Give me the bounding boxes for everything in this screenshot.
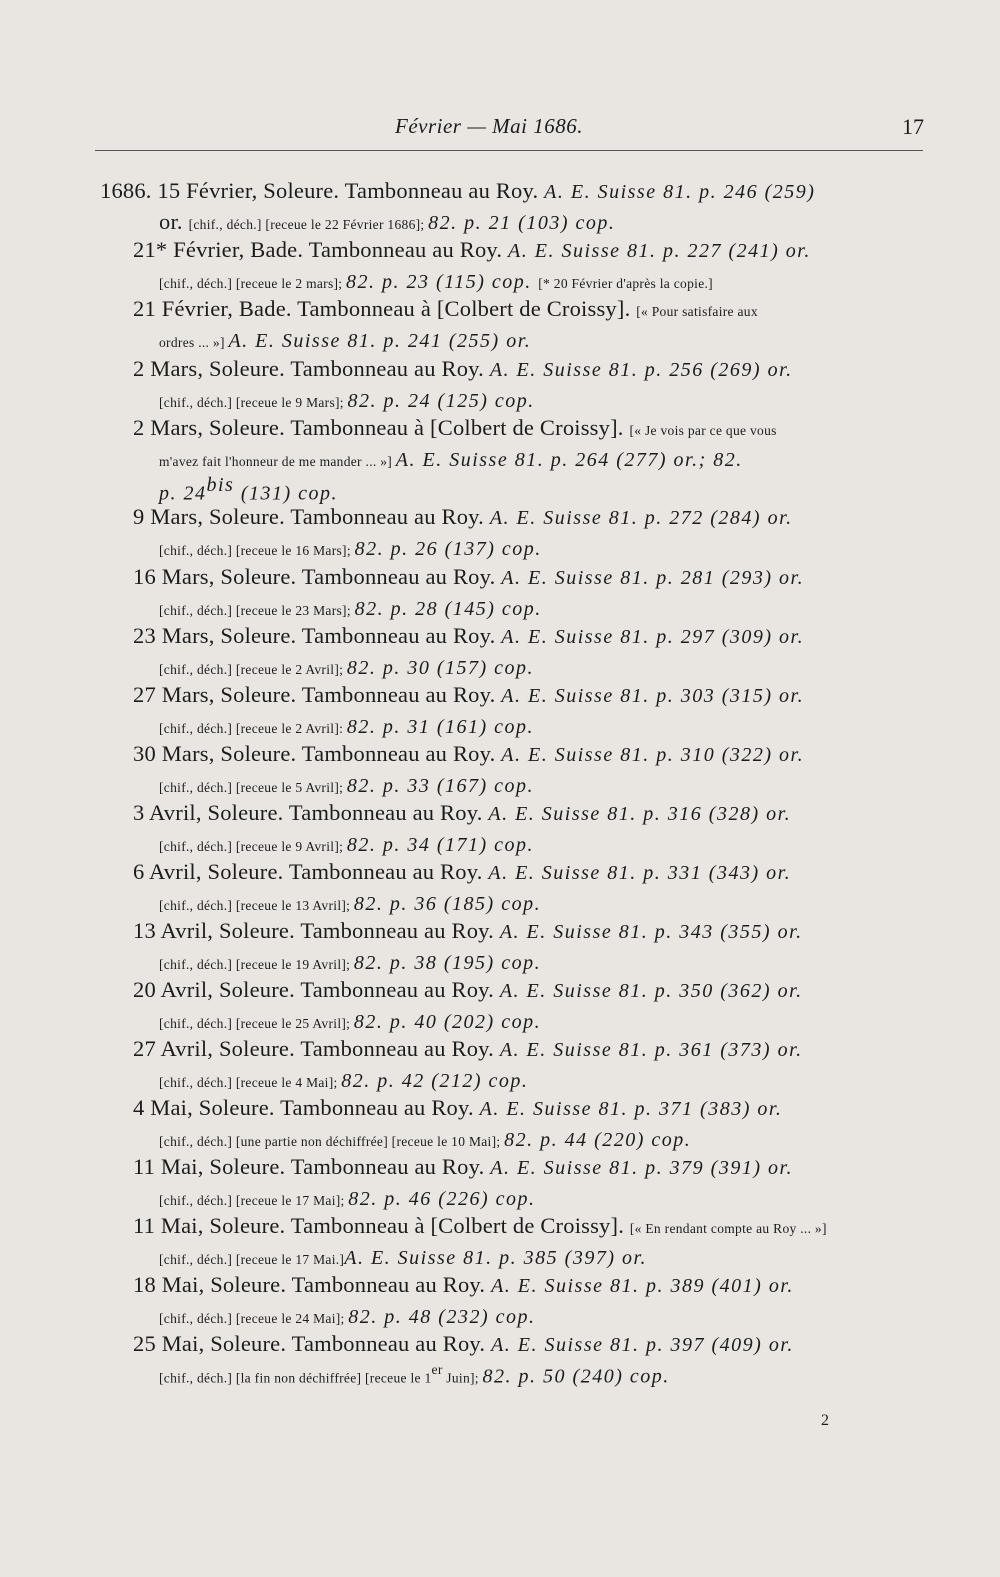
archive-reference: 82. p. 26 (137) cop. (354, 538, 542, 560)
archive-reference: A. E. Suisse 81. p. 350 (362) or. (499, 980, 803, 1002)
archive-note: [chif., déch.] [receue le 13 Avril]; (159, 898, 354, 913)
archive-reference: 82. p. 50 (240) cop. (482, 1365, 670, 1388)
archive-note: [chif., déch.] [receue le 2 Avril]: (159, 721, 347, 736)
archive-reference: 82. p. 30 (157) cop. (346, 657, 535, 679)
entry-line (159, 772, 534, 798)
entry-line (159, 209, 615, 235)
entry-text: 21* Février, Bade. Tambonneau au Roy. (133, 237, 509, 262)
entry-line (133, 1095, 782, 1121)
archive-reference: 82. p. 48 (232) cop. (348, 1306, 536, 1328)
entry-text: 21 Février, Bade. Tambonneau à [Colbert de Croissy]. (133, 296, 637, 321)
archive-note: [chif., déch.] [receue le 23 Mars]; (159, 603, 355, 618)
entry-line (133, 859, 791, 885)
archive-reference: p. 24 (159, 482, 207, 505)
archive-note: [« En rendant compte au Roy ... »] (629, 1221, 827, 1236)
entry-line (133, 504, 793, 530)
archive-note: [chif., déch.] [receue le 2 Avril]; (159, 662, 347, 677)
archive-note: [chif., déch.] [receue le 2 mars]; (159, 276, 347, 291)
archive-reference: 82. p. 23 (115) cop. (346, 271, 539, 293)
archive-note: [chif., déch.] [receue le 24 Mai]; (159, 1311, 349, 1326)
archive-note: [chif., déch.] [receue le 22 Février 1686]; (188, 217, 429, 232)
archive-reference: A. E. Suisse 81. p. 397 (409) or. (491, 1334, 794, 1356)
entry-text: 4 Mai, Soleure. Tambonneau au Roy. (133, 1095, 480, 1120)
entry-text: 18 Mai, Soleure. Tambonneau au Roy. (133, 1272, 492, 1297)
entry-line (133, 296, 758, 322)
archive-note: [« Je vois par ce que vous (629, 423, 777, 438)
archive-reference: 82. p. 24 (125) cop. (347, 390, 535, 412)
archive-note: [chif., déch.] [receue le 9 Mars]; (159, 395, 348, 410)
entry-text: 30 Mars, Soleure. Tambonneau au Roy. (133, 741, 502, 766)
archive-note: [chif., déch.] [receue le 4 Mai]; (159, 1075, 342, 1090)
entry-line (133, 977, 803, 1003)
archive-reference: A. E. Suisse 81. p. 379 (391) or. (490, 1157, 794, 1179)
archive-reference: A. E. Suisse 81. p. 246 (259) (544, 181, 816, 203)
page-number: 17 (902, 114, 924, 139)
archive-reference: (131) cop. (234, 482, 339, 505)
entry-line (159, 890, 541, 916)
entry-line (159, 654, 534, 680)
superscript: er (431, 1362, 443, 1377)
entry-text: 13 Avril, Soleure. Tambonneau au Roy. (133, 918, 500, 943)
archive-reference: A. E. Suisse 81. p. 227 (241) or. (508, 240, 811, 262)
entry-line (133, 1331, 794, 1357)
archive-reference: A. E. Suisse 81. p. 331 (343) or. (488, 862, 792, 884)
archive-reference: 82. p. 36 (185) cop. (353, 893, 542, 915)
archive-reference: A. E. Suisse 81. p. 385 (397) or. (344, 1247, 648, 1269)
archive-note: [chif., déch.] [receue le 17 Mai.] (159, 1252, 345, 1267)
entry-line (133, 800, 791, 826)
archive-reference: 82. p. 44 (220) cop. (504, 1129, 692, 1151)
entry-line (159, 1067, 528, 1093)
archive-note: [* 20 Février d'après la copie.] (538, 276, 713, 291)
entry-line (159, 1244, 647, 1270)
entry-line (159, 474, 338, 506)
archive-reference: A. E. Suisse 81. p. 389 (401) or. (491, 1275, 794, 1297)
archive-note: [chif., déch.] [receue le 25 Avril]; (159, 1016, 354, 1031)
archive-note: [« Pour satisfaire aux (636, 304, 758, 319)
entry-line (133, 415, 777, 441)
entry-line (159, 1303, 536, 1329)
entry-line (159, 1362, 670, 1389)
archive-reference: A. E. Suisse 81. p. 310 (322) or. (501, 744, 805, 766)
header-rule (95, 150, 923, 151)
entry-line (133, 741, 804, 767)
archive-reference: 82. p. 31 (161) cop. (346, 716, 535, 738)
entry-line (159, 446, 743, 472)
archive-reference: 82. p. 38 (195) cop. (353, 952, 542, 974)
archive-reference: A. E. Suisse 81. p. 256 (269) or. (489, 359, 793, 381)
archive-reference: 82. p. 40 (202) cop. (353, 1011, 542, 1033)
archive-reference: A. E. Suisse 81. p. 361 (373) or. (499, 1039, 803, 1061)
archive-reference: A. E. Suisse 81. p. 371 (383) or. (479, 1098, 783, 1120)
archive-note: [chif., déch.] [receue le 16 Mars]; (159, 543, 355, 558)
entry-line (133, 918, 803, 944)
entry-line (159, 949, 541, 975)
archive-note: [chif., déch.] [receue le 19 Avril]; (159, 957, 354, 972)
archive-reference: 82. p. 46 (226) cop. (348, 1188, 536, 1210)
archive-note: ordres ... »] (159, 335, 229, 350)
archive-note: Juin]; (442, 1370, 483, 1386)
entry-line (159, 1008, 541, 1034)
archive-note: [chif., déch.] [receue le 9 Avril]; (159, 839, 347, 854)
entry-line (159, 1126, 691, 1152)
archive-reference: 82. p. 21 (103) cop. (428, 212, 616, 234)
archive-reference: A. E. Suisse 81. p. 316 (328) or. (488, 803, 792, 825)
entry-line (133, 1272, 794, 1298)
entry-line (133, 1154, 793, 1180)
entry-line (133, 356, 793, 382)
entry-text: 11 Mai, Soleure. Tambonneau au Roy. (133, 1154, 491, 1179)
archive-reference: A. E. Suisse 81. p. 272 (284) or. (489, 507, 793, 529)
archive-reference: A. E. Suisse 81. p. 297 (309) or. (501, 626, 805, 648)
entry-line (159, 1185, 536, 1211)
entry-text: 2 Mars, Soleure. Tambonneau à [Colbert de Croissy]. (133, 415, 630, 440)
entry-line (159, 831, 534, 857)
archive-note: [chif., déch.] [la fin non déchiffrée] [receue le 1 (159, 1370, 432, 1386)
archive-reference: A. E. Suisse 81. p. 303 (315) or. (501, 685, 805, 707)
entry-line (159, 535, 542, 561)
archive-reference: A. E. Suisse 81. p. 281 (293) or. (501, 567, 805, 589)
entry-text: 3 Avril, Soleure. Tambonneau au Roy. (133, 800, 489, 825)
archive-reference: A. E. Suisse 81. p. 343 (355) or. (499, 921, 803, 943)
signature-mark: 2 (821, 1412, 829, 1429)
entry-line (133, 682, 804, 708)
entry-line (133, 1036, 803, 1062)
entry-text: or. (159, 209, 189, 234)
archive-note: [chif., déch.] [receue le 5 Avril]; (159, 780, 347, 795)
archive-reference: A. E. Suisse 81. p. 264 (277) or.; 82. (395, 449, 743, 471)
archive-reference: A. E. Suisse 81. p. 241 (255) or. (228, 330, 532, 352)
entry-line (159, 327, 531, 353)
entry-text: 9 Mars, Soleure. Tambonneau au Roy. (133, 504, 490, 529)
entry-line (159, 387, 535, 413)
entry-line (133, 1213, 827, 1239)
entry-line (133, 623, 804, 649)
entry-text: 11 Mai, Soleure. Tambonneau à [Colbert de Croissy]. (133, 1213, 630, 1238)
entry-line (159, 268, 713, 294)
entry-text: 20 Avril, Soleure. Tambonneau au Roy. (133, 977, 500, 1002)
archive-reference: 82. p. 28 (145) cop. (354, 598, 542, 620)
entry-line (133, 564, 804, 590)
entry-line (133, 237, 811, 263)
entry-text: 2 Mars, Soleure. Tambonneau au Roy. (133, 356, 490, 381)
archive-reference: 82. p. 34 (171) cop. (346, 834, 535, 856)
entry-line (159, 595, 542, 621)
entry-line (100, 178, 815, 204)
entry-text: 23 Mars, Soleure. Tambonneau au Roy. (133, 623, 502, 648)
archive-reference: 82. p. 33 (167) cop. (346, 775, 535, 797)
entry-text: 6 Avril, Soleure. Tambonneau au Roy. (133, 859, 489, 884)
archive-note: [chif., déch.] [une partie non déchiffrée] [receue le 10 Mai]; (159, 1134, 505, 1149)
entry-line (159, 713, 534, 739)
entry-text: 27 Avril, Soleure. Tambonneau au Roy. (133, 1036, 500, 1061)
archive-reference: 82. p. 42 (212) cop. (341, 1070, 529, 1092)
running-title: Février — Mai 1686. (395, 114, 583, 138)
page-header (0, 114, 1000, 144)
entry-text: 1686. 15 Février, Soleure. Tambonneau au Roy. (100, 178, 545, 203)
entry-text: 25 Mai, Soleure. Tambonneau au Roy. (133, 1331, 492, 1356)
archive-note: [chif., déch.] [receue le 17 Mai]; (159, 1193, 349, 1208)
entry-text: 27 Mars, Soleure. Tambonneau au Roy. (133, 682, 502, 707)
superscript: bis (206, 474, 235, 496)
archive-note: m'avez fait l'honneur de me mander ... »] (159, 454, 396, 469)
entry-text: 16 Mars, Soleure. Tambonneau au Roy. (133, 564, 502, 589)
